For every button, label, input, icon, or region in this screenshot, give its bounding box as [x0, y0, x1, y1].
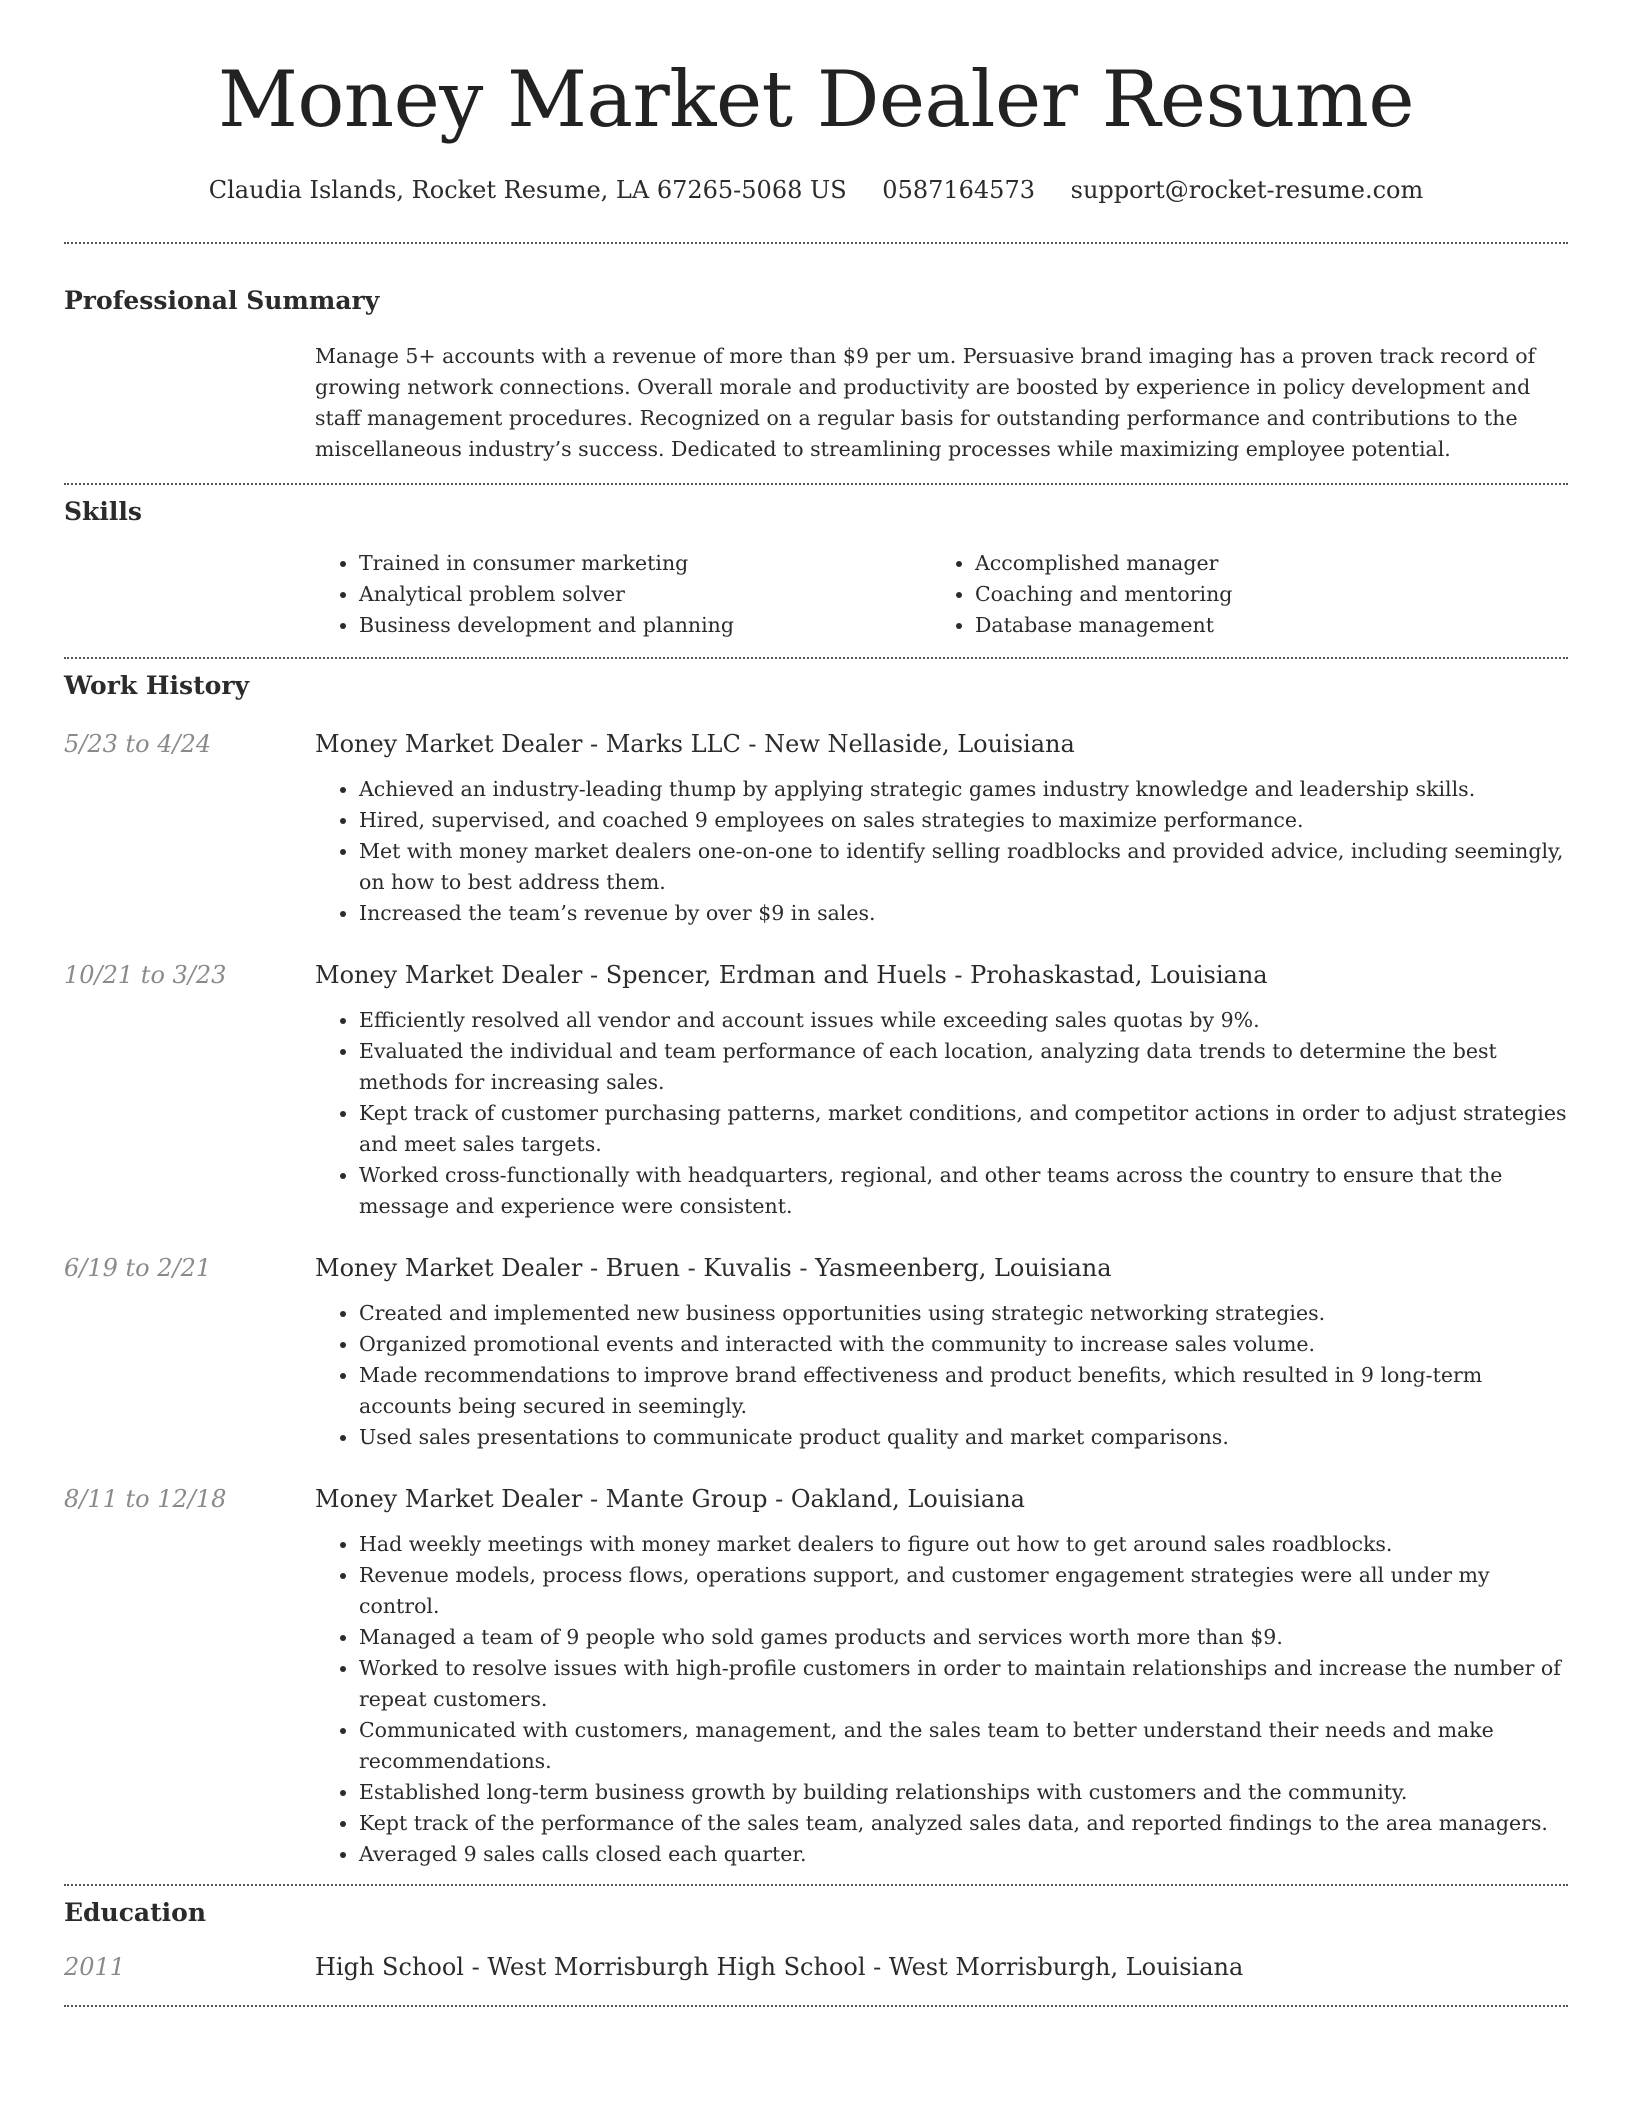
skill-item: • Trained in consumer marketing — [359, 548, 931, 579]
job-bullet: • Achieved an industry-leading thump by applying strategic games industry knowledge and leadership skills. — [359, 774, 1568, 805]
job-bullet: • Met with money market dealers one-on-one to identify selling roadblocks and provided advice, including seemingly, on how to best address them. — [359, 836, 1568, 898]
job-bullet: • Hired, supervised, and coached 9 employees on sales strategies to maximize performance. — [359, 805, 1568, 836]
skills-column-left — [315, 548, 931, 641]
job-bullet: • Worked to resolve issues with high-profile customers in order to maintain relationships and increase the number of repeat customers. — [359, 1653, 1568, 1715]
job-bullet: • Efficiently resolved all vendor and account issues while exceeding sales quotas by 9%. — [359, 1005, 1568, 1036]
contact-phone: 0587164573 — [882, 176, 1035, 204]
job-bullet: • Evaluated the individual and team performance of each location, analyzing data trends to determine the best methods for increasing sales. — [359, 1036, 1568, 1098]
job-bullet: • Worked cross-functionally with headquarters, regional, and other teams across the country to ensure that the message and experience were consistent. — [359, 1160, 1568, 1222]
job-title: Money Market Dealer - Spencer, Erdman and Huels - Prohaskastad, Louisiana — [315, 961, 1268, 989]
summary-body — [315, 341, 1568, 465]
education-entry — [64, 1949, 1568, 1985]
job-bullet: • Communicated with customers, management, and the sales team to better understand their needs and make recommendations. — [359, 1715, 1568, 1777]
job-title: Money Market Dealer - Mante Group - Oakland, Louisiana — [315, 1485, 1025, 1513]
job-bullet: • Revenue models, process flows, operations support, and customer engagement strategies were all under my control. — [359, 1560, 1568, 1622]
section-heading-summary: Professional Summary — [64, 286, 380, 315]
section-heading-education: Education — [64, 1898, 207, 1927]
education-section — [64, 1898, 1568, 1985]
job-entry — [64, 1481, 1568, 1870]
skill-item: • Analytical problem solver — [359, 579, 931, 610]
job-dates: 5/23 to 4/24 — [64, 730, 212, 758]
divider — [64, 483, 1568, 485]
job-bullet: • Kept track of the performance of the sales team, analyzed sales data, and reported findings to the area managers. — [359, 1808, 1568, 1839]
job-bullet: • Used sales presentations to communicate product quality and market comparisons. — [359, 1422, 1568, 1453]
education-year: 2011 — [64, 1953, 126, 1981]
job-dates: 10/21 to 3/23 — [64, 961, 227, 989]
divider — [64, 242, 1568, 244]
job-bullet: • Increased the team’s revenue by over $9 in sales. — [359, 898, 1568, 929]
job-bullet: • Averaged 9 sales calls closed each quarter. — [359, 1839, 1568, 1870]
contact-line — [64, 176, 1568, 204]
skill-item: • Database management — [975, 610, 1547, 641]
job-bullets — [315, 1529, 1568, 1870]
skills-column-right — [931, 548, 1547, 641]
job-bullet: • Managed a team of 9 people who sold games products and services worth more than $9. — [359, 1622, 1568, 1653]
section-heading-skills: Skills — [64, 497, 142, 526]
contact-email: support@rocket-resume.com — [1070, 176, 1424, 204]
skill-item: • Business development and planning — [359, 610, 931, 641]
section-heading-work-history: Work History — [64, 671, 250, 700]
job-dates: 8/11 to 12/18 — [64, 1485, 227, 1513]
summary-text: Manage 5+ accounts with a revenue of more than $9 per um. Persuasive brand imaging has a proven track record of growing network connections. Overall morale and productivity are boosted by experience in policy development and staff management procedures. Recognized on a regular basis for outstanding performance and contributions to the miscellaneous industry’s success. Dedicated to streamlining processes while maximizing employee potential. — [315, 344, 1536, 461]
resume-page — [64, 0, 1568, 2007]
job-entry — [64, 1250, 1568, 1453]
education-title: High School - West Morrisburgh High School - West Morrisburgh, Louisiana — [315, 1953, 1244, 1981]
job-bullet: • Had weekly meetings with money market dealers to figure out how to get around sales roadblocks. — [359, 1529, 1568, 1560]
job-entry — [64, 957, 1568, 1222]
skill-item: • Accomplished manager — [975, 548, 1547, 579]
job-bullets — [315, 774, 1568, 929]
divider — [64, 2005, 1568, 2007]
job-bullet: • Made recommendations to improve brand effectiveness and product benefits, which resulted in 9 long-term accounts being secured in seemingly. — [359, 1360, 1568, 1422]
work-history-section — [64, 671, 1568, 1870]
job-bullet: • Organized promotional events and interacted with the community to increase sales volume. — [359, 1329, 1568, 1360]
job-bullets — [315, 1005, 1568, 1222]
job-dates: 6/19 to 2/21 — [64, 1254, 212, 1282]
skill-item: • Coaching and mentoring — [975, 579, 1547, 610]
professional-summary-section — [64, 286, 1568, 465]
contact-address: Claudia Islands, Rocket Resume, LA 67265-5068 US — [208, 176, 847, 204]
divider — [64, 657, 1568, 659]
resume-title: Money Market Dealer Resume — [218, 55, 1414, 145]
job-bullets — [315, 1298, 1568, 1453]
job-bullet: • Kept track of customer purchasing patterns, market conditions, and competitor actions in order to adjust strategies and meet sales targets. — [359, 1098, 1568, 1160]
job-entry — [64, 726, 1568, 929]
job-title: Money Market Dealer - Marks LLC - New Nellaside, Louisiana — [315, 730, 1075, 758]
divider — [64, 1884, 1568, 1886]
job-title: Money Market Dealer - Bruen - Kuvalis - Yasmeenberg, Louisiana — [315, 1254, 1112, 1282]
job-bullet: • Established long-term business growth by building relationships with customers and the community. — [359, 1777, 1568, 1808]
job-bullet: • Created and implemented new business opportunities using strategic networking strategies. — [359, 1298, 1568, 1329]
skills-section — [64, 497, 1568, 641]
skills-list — [315, 548, 1568, 641]
